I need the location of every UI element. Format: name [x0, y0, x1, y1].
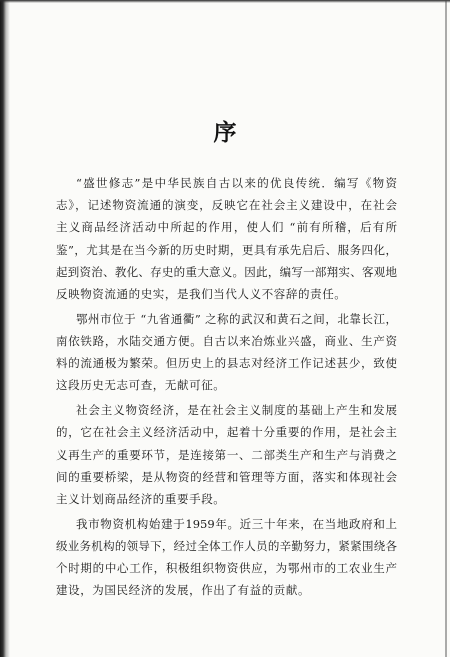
paragraph-1: [56, 172, 397, 305]
page-title: 序: [213, 119, 237, 146]
paragraph-line: 级业务机构的领导下，经过全体工作人员的辛勤努力，紧紧围绕各: [56, 539, 397, 554]
paragraph-line: 主义商品经济活动中所起的作用，使人们 “前有所稽，后有所: [56, 220, 397, 235]
paragraph-line: 主义计划商品经济的重要手段。: [56, 492, 226, 507]
preface-body: [56, 172, 397, 602]
paragraph-line: “盛世修志”是中华民族自古以来的优良传统．编写《物资: [76, 176, 397, 190]
paragraph-line: 鉴”，尤其是在当今新的历史时期，更具有承先启后、服务四化，: [56, 242, 397, 257]
paragraph-line: 鄂州市位于 “九省通衢” 之称的武汉和黄石之间，北靠长江，: [76, 311, 397, 326]
paragraph-line: 个时期的中心工作，积极组织物资供应，为鄂州市的工农业生产: [56, 561, 397, 576]
paragraph-line: 志》，记述物资流通的演变，反映它在社会主义建设中，在社会: [56, 198, 397, 213]
paragraph-line: 的，它在社会主义经济活动中，起着十分重要的作用，是社会主: [56, 425, 397, 440]
paragraph-4: [56, 513, 397, 602]
scan-edge-top: [0, 0, 450, 3]
scan-edge-left: [0, 0, 10, 657]
paragraph-line: 反映物资流通的史实，是我们当代人义不容辞的责任。: [56, 287, 347, 302]
paragraph-3: [56, 399, 397, 510]
paragraph-2: [56, 308, 397, 397]
paragraph-line: 起到资治、教化、存史的重大意义。因此，编写一部翔实、客观地: [56, 264, 397, 279]
paragraph-line: 这段历史无志可查，无献可征。: [56, 378, 226, 393]
paragraph-line: 料的流通极为繁荣。但历史上的县志对经济工作记述甚少，致使: [56, 356, 397, 371]
paragraph-line: 我市物资机构始建于1959年。近三十年来，在当地政府和上: [76, 516, 397, 531]
paragraph-line: 建设，为国民经济的发展，作出了有益的贡献。: [56, 583, 311, 598]
paragraph-line: 间的重要桥梁，是从物资的经营和管理等方面，落实和体现社会: [56, 469, 397, 484]
paragraph-line: 南依铁路，水陆交通方便。自古以来冶炼业兴盛，商业、生产资: [56, 334, 397, 349]
paragraph-line: 义再生产的重要环节，是连接第一、二部类生产和生产与消费之: [56, 447, 397, 462]
paragraph-line: 社会主义物资经济，是在社会主义制度的基础上产生和发展: [76, 403, 397, 418]
scan-edge-right: [445, 0, 447, 657]
